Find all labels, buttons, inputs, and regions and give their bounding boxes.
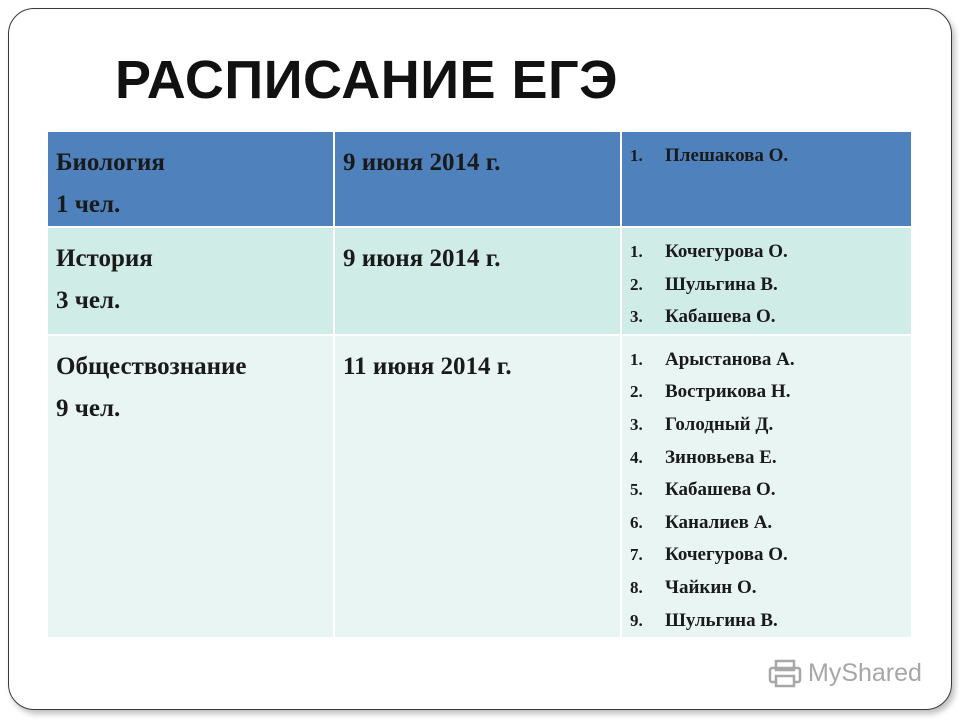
student-name: Каналиев А. xyxy=(665,511,773,533)
watermark-text: MyShared xyxy=(808,658,922,687)
list-number: 3. xyxy=(630,414,643,434)
schedule-table xyxy=(48,132,913,639)
student-list xyxy=(622,336,911,637)
list-number: 1. xyxy=(630,242,643,261)
exam-date: 9 июня 2014 г. xyxy=(343,245,501,272)
list-item xyxy=(622,301,911,334)
students-cell xyxy=(621,335,912,638)
student-count: 9 чел. xyxy=(56,394,121,422)
student-count: 1 чел. xyxy=(56,191,121,218)
student-list xyxy=(622,132,911,173)
list-item xyxy=(622,605,911,638)
list-item xyxy=(622,572,911,605)
list-item xyxy=(622,409,911,442)
list-item xyxy=(622,539,911,572)
students-cell xyxy=(621,227,912,335)
list-item xyxy=(622,474,911,507)
students-cell xyxy=(621,132,912,227)
table-row xyxy=(48,132,912,227)
student-name: Шульгина В. xyxy=(665,609,778,631)
student-name: Голодный Д. xyxy=(665,413,774,435)
student-name: Арыстанова А. xyxy=(665,348,795,370)
list-item xyxy=(622,344,911,377)
list-item xyxy=(622,140,911,173)
date-cell xyxy=(334,132,621,227)
list-number: 8. xyxy=(630,577,643,597)
student-name: Кабашева О. xyxy=(665,479,776,501)
date-cell xyxy=(334,227,621,335)
subject-name: Обществознание xyxy=(56,352,247,380)
list-number: 4. xyxy=(630,447,643,467)
student-name: Шульгина В. xyxy=(665,273,778,295)
subject-cell xyxy=(48,132,334,227)
exam-date: 11 июня 2014 г. xyxy=(343,352,512,380)
student-name: Чайкин О. xyxy=(665,576,757,598)
list-number: 2. xyxy=(630,382,643,402)
student-name: Кочегурова О. xyxy=(665,544,788,566)
list-item xyxy=(622,507,911,540)
student-name: Кабашева О. xyxy=(665,306,776,328)
student-name: Плешакова О. xyxy=(665,145,789,166)
subject-cell xyxy=(48,227,334,335)
list-item xyxy=(622,376,911,409)
exam-date: 9 июня 2014 г. xyxy=(343,149,501,176)
subject-name: Биология xyxy=(56,149,165,176)
list-item xyxy=(622,236,911,269)
list-number: 6. xyxy=(630,512,643,532)
subject-name: История xyxy=(56,245,153,272)
list-number: 9. xyxy=(630,610,643,630)
page-title: РАСПИСАНИЕ ЕГЭ xyxy=(115,50,619,110)
student-list xyxy=(622,228,911,334)
student-name: Зиновьева Е. xyxy=(665,446,777,468)
list-number: 2. xyxy=(630,274,643,294)
list-number: 1. xyxy=(630,146,643,165)
student-name: Вострикова Н. xyxy=(665,381,791,403)
table-row xyxy=(48,227,912,335)
list-item xyxy=(622,442,911,475)
list-number: 3. xyxy=(630,307,643,327)
subject-cell xyxy=(48,335,334,638)
mystored-icon xyxy=(768,658,802,688)
list-number: 5. xyxy=(630,480,643,500)
date-cell xyxy=(334,335,621,638)
student-count: 3 чел. xyxy=(56,287,121,314)
watermark xyxy=(768,658,922,688)
table-row xyxy=(48,335,912,638)
student-name: Кочегурова О. xyxy=(665,241,788,262)
list-number: 7. xyxy=(630,545,643,565)
list-number: 1. xyxy=(630,349,643,369)
list-item xyxy=(622,269,911,302)
